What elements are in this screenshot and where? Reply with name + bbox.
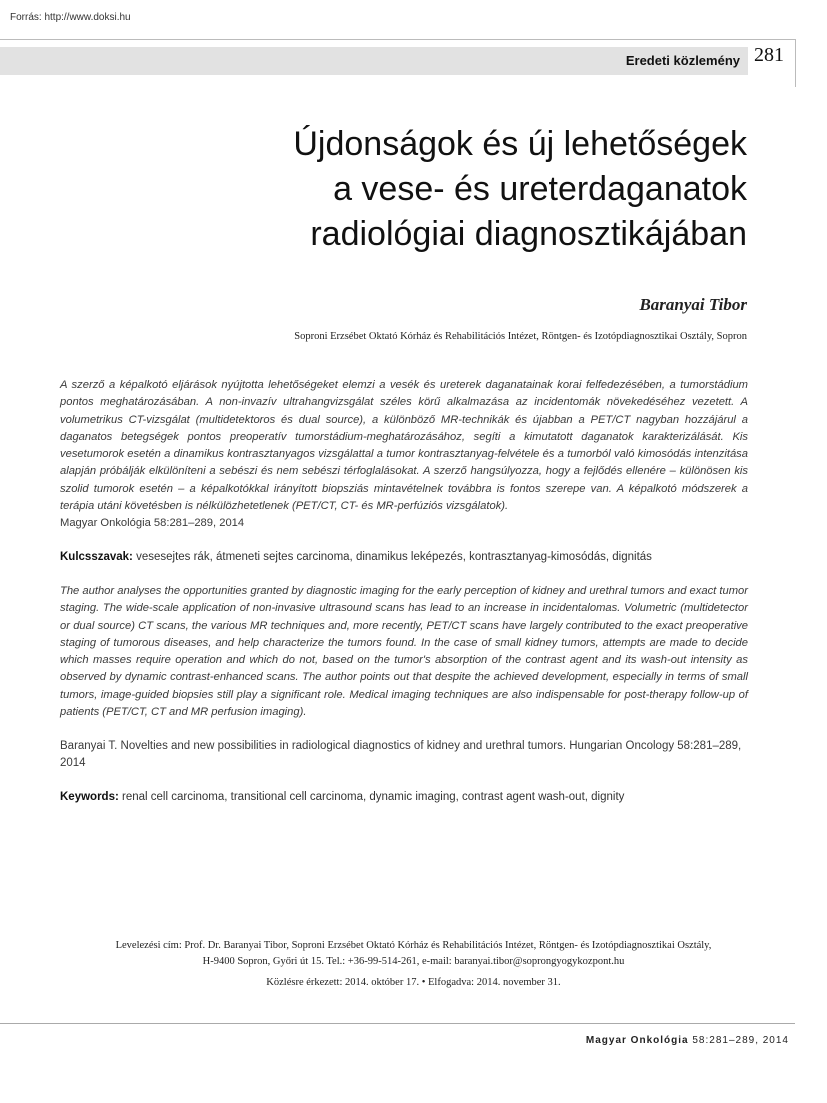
header-corner-divider bbox=[795, 39, 796, 87]
received-accepted-dates: Közlésre érkezett: 2014. október 17. • Elfogadva: 2014. november 31. bbox=[266, 977, 561, 988]
keywords-english-label: Keywords: bbox=[60, 791, 119, 803]
section-label: Eredeti közlemény bbox=[625, 53, 740, 68]
abstract-hungarian bbox=[60, 377, 748, 533]
article-title bbox=[147, 122, 747, 257]
english-citation: Baranyai T. Novelties and new possibilities in radiological diagnostics of kidney and urethral tumors. Hungarian Oncology 58:281–289, 2014 bbox=[60, 740, 742, 770]
keywords-hungarian bbox=[60, 549, 750, 566]
abstract-hungarian-citation: Magyar Onkológia 58:281–289, 2014 bbox=[60, 517, 245, 530]
footer-volume: 58:281–289, 2014 bbox=[692, 1035, 789, 1046]
correspondence-address bbox=[40, 938, 787, 970]
author-name: Baranyai Tibor bbox=[639, 295, 747, 314]
keywords-english bbox=[60, 789, 750, 806]
keywords-hungarian-label: Kulcsszavak: bbox=[60, 551, 133, 563]
correspondence-line: Levelezési cím: Prof. Dr. Baranyai Tibor, Soproni Erzsébet Oktató Kórház és Rehabilitációs Intézet, Röntgen- és Izotópdiagnosztikai Osztály, bbox=[115, 940, 712, 951]
footer-journal: Magyar Onkológia bbox=[585, 1035, 689, 1046]
title-line: Újdonságok és új lehetőségek bbox=[293, 125, 747, 163]
author-affiliation: Soproni Erzsébet Oktató Kórház és Rehabilitációs Intézet, Röntgen- és Izotópdiagnosztikai Osztály, Sopron bbox=[294, 331, 747, 342]
title-line: radiológiai diagnosztikájában bbox=[310, 215, 747, 253]
page-number: 281 bbox=[754, 44, 784, 66]
abstract-hungarian-text: A szerző a képalkotó eljárások nyújtotta lehetőségeket elemzi a vesék és ureterek daganatainak korai felfedezésében, a tumorstádium pontos meghatározásában. A non-invazív ultrahangvizsgálat széles körű alkalmazása az incidentomák növekedéséhez vezetett. A volumetrikus CT-vizsgálat (multidetektoros és dual source), a különböző MR-technikák és újabban a PET/CT nagyban hozzájárul a daganatos betegségek pontos preoperatív tumorstádium-meghatározásához, segíti a kimutatott daganatok karakterizálását. Kis vesetumorok esetén a dinamikus kontrasztanyagos vizsgálattal a tumor kontrasztanyag-felvétele és a tumorból való kimosódás intenzitása alapján próbálják elkülöníteni a sebészi és nem sebészi térfoglalásokat. A szerző hangsúlyozza, hogy a fejlődés ellenére – különösen kis szolid tumorok esetén – a képalkotókkal irányított biopsziás mintavételnek továbbra is fontos szerepe van. A képalkotó módszerek a terápia utáni követésben is nélkülözhetetlenek (PET/CT, CT- és MR-perfúziós vizsgálatok). bbox=[60, 379, 748, 513]
top-divider bbox=[0, 39, 795, 40]
running-header bbox=[0, 47, 748, 75]
keywords-english-text: renal cell carcinoma, transitional cell carcinoma, dynamic imaging, contrast agent wash-out, dignity bbox=[122, 791, 625, 803]
source-note: Forrás: http://www.doksi.hu bbox=[10, 12, 131, 23]
title-line: a vese- és ureterdaganatok bbox=[333, 170, 747, 208]
bottom-divider bbox=[0, 1023, 795, 1024]
correspondence-line: H-9400 Sopron, Győri út 15. Tel.: +36-99-514-261, e-mail: baranyai.tibor@soprongyogykozpont.hu bbox=[202, 956, 625, 967]
keywords-hungarian-text: vesesejtes rák, átmeneti sejtes carcinoma, dinamikus leképezés, kontrasztanyag-kimosódás, dignitás bbox=[136, 551, 652, 563]
page-footer bbox=[586, 1035, 789, 1046]
abstract-english: The author analyses the opportunities granted by diagnostic imaging for the early perception of kidney and urethral tumors and exact tumor staging. The wide-scale application of non-invasive ultrasound scans has lead to an increase in incidentalomas. Volumetric (multidetector or dual source) CT scans, the various MR techniques and, more recently, PET/CT scans have largely contributed to the exact preoperative staging of tumorous diseases, and help characterize the tumors found. In the case of small kidney tumors, attempts are made to decide which masses require operation and which do not, based on the tumor's absorption of the contrast agent and its wash-out intensity as observed by dynamic contrast-enhanced scans. The author points out that despite the achieved development, especially in terms of small tumors, image-guided biopsies still play a significant role. Medical imaging techniques are also indispensable for post-therapy follow-up of patients (PET/CT, CT and MR perfusion imaging). bbox=[60, 585, 748, 719]
